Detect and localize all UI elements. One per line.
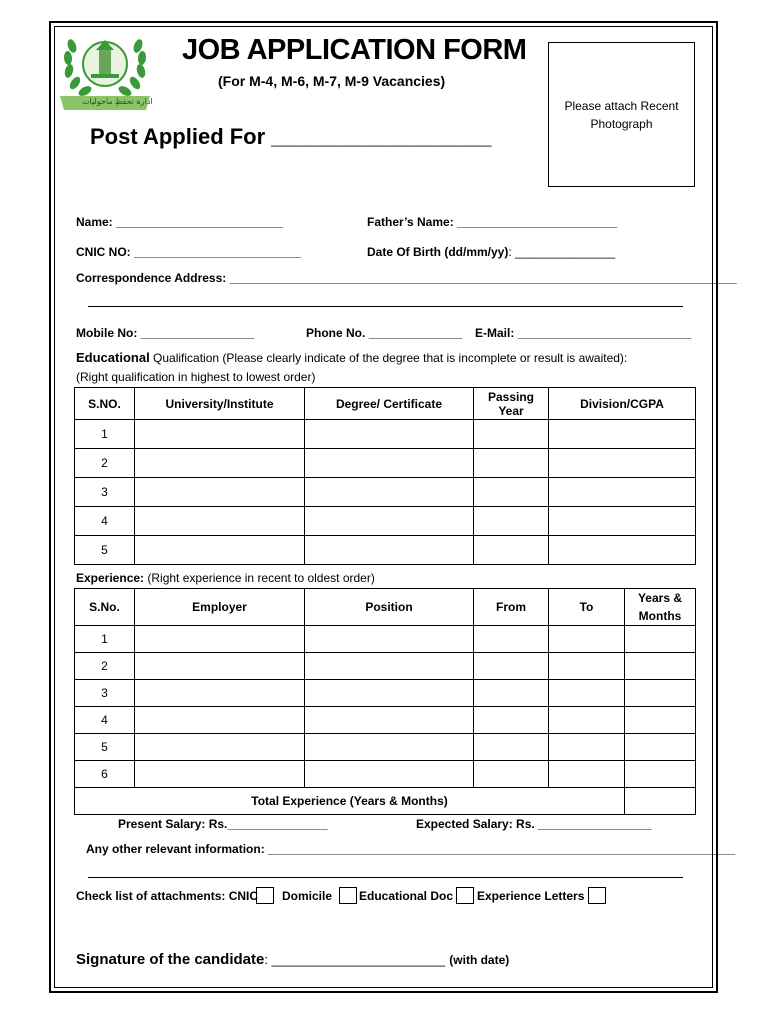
checklist-label: Check list of attachments: CNIC [76, 889, 259, 903]
post-applied-field[interactable]: Post Applied For __________________ [90, 124, 492, 149]
table-cell[interactable] [135, 449, 305, 478]
table-cell[interactable] [135, 680, 305, 707]
table-cell[interactable] [474, 420, 549, 449]
table-cell[interactable] [474, 653, 549, 680]
table-cell[interactable] [135, 707, 305, 734]
table-cell[interactable] [135, 626, 305, 653]
educational-doc-label: Educational Doc [359, 889, 454, 903]
table-cell[interactable] [135, 653, 305, 680]
exp-col-position: Position [305, 589, 474, 626]
table-row [75, 734, 696, 761]
dob-blank: : _______________ [508, 245, 616, 259]
table-cell[interactable] [135, 761, 305, 788]
row-number: 2 [75, 449, 135, 478]
signature-line: : ________________________ [264, 952, 446, 967]
table-row [75, 536, 696, 565]
total-experience-cell[interactable] [625, 788, 696, 815]
table-cell[interactable] [305, 734, 474, 761]
photo-box[interactable] [548, 42, 695, 187]
table-cell[interactable] [135, 478, 305, 507]
experience-heading-bold: Experience: [76, 571, 145, 585]
photo-instruction: Please attach Recent Photograph [564, 99, 679, 131]
name-field[interactable]: Name: _________________________ [76, 215, 283, 229]
signature-date-note: (with date) [449, 953, 510, 967]
table-cell[interactable] [625, 761, 696, 788]
edu-col-division: Division/CGPA [549, 388, 696, 420]
education-heading [76, 350, 627, 365]
total-experience-label: Total Experience (Years & Months) [75, 788, 625, 815]
experience-heading [76, 571, 375, 585]
total-experience-row [75, 788, 696, 815]
signature-label: Signature of the candidate [76, 951, 265, 968]
table-cell[interactable] [625, 734, 696, 761]
table-cell[interactable] [474, 626, 549, 653]
table-cell[interactable] [549, 536, 696, 565]
form-subtitle: (For M-4, M-6, M-7, M-9 Vacancies) [218, 73, 446, 89]
dob-label: Date Of Birth (dd/mm/yy) [367, 245, 509, 259]
row-number: 3 [75, 680, 135, 707]
expected-salary-field[interactable]: Expected Salary: Rs. _________________ [416, 817, 652, 831]
educational-doc-checkbox[interactable] [456, 887, 474, 904]
education-note: (Right qualification in highest to lowest order) [76, 370, 316, 384]
signature-field[interactable] [76, 951, 509, 968]
address-line-2[interactable] [88, 306, 683, 307]
table-cell[interactable] [305, 707, 474, 734]
table-cell[interactable] [474, 680, 549, 707]
table-cell[interactable] [549, 420, 696, 449]
table-row [75, 707, 696, 734]
other-info-line-2[interactable] [88, 877, 683, 878]
row-number: 5 [75, 734, 135, 761]
table-cell[interactable] [135, 536, 305, 565]
exp-col-from: From [474, 589, 549, 626]
table-cell[interactable] [549, 761, 625, 788]
address-field[interactable]: Correspondence Address: ____________________________________________________________________________ [76, 271, 737, 285]
table-cell[interactable] [474, 478, 549, 507]
exp-col-employer: Employer [135, 589, 305, 626]
exp-col-years-months: Years & Months [625, 589, 696, 626]
table-cell[interactable] [474, 449, 549, 478]
row-number: 5 [75, 536, 135, 565]
phone-field[interactable]: Phone No. ______________ [306, 326, 463, 340]
table-row [75, 478, 696, 507]
dob-field[interactable] [367, 245, 615, 259]
table-row [75, 420, 696, 449]
table-row [75, 653, 696, 680]
education-header-row [75, 388, 696, 420]
table-cell[interactable] [305, 478, 474, 507]
experience-letters-checkbox[interactable] [588, 887, 606, 904]
table-cell[interactable] [625, 626, 696, 653]
edu-col-degree: Degree/ Certificate [305, 388, 474, 420]
table-cell[interactable] [549, 626, 625, 653]
education-table [74, 387, 696, 565]
table-cell[interactable] [549, 507, 696, 536]
table-cell[interactable] [135, 734, 305, 761]
table-cell[interactable] [549, 707, 625, 734]
table-cell[interactable] [625, 653, 696, 680]
row-number: 1 [75, 420, 135, 449]
father-name-field[interactable]: Father’s Name: ________________________ [367, 215, 618, 229]
table-cell[interactable] [305, 761, 474, 788]
row-number: 1 [75, 626, 135, 653]
email-field[interactable]: E-Mail: __________________________ [475, 326, 692, 340]
education-heading-rest: Qualification (Please clearly indicate of the degree that is incomplete or result is awaited): [149, 351, 628, 365]
cnic-field[interactable]: CNIC NO: _________________________ [76, 245, 301, 259]
table-cell[interactable] [549, 478, 696, 507]
experience-table [74, 588, 696, 815]
table-cell[interactable] [549, 734, 625, 761]
exp-col-sno: S.No. [75, 589, 135, 626]
exp-col-to: To [549, 589, 625, 626]
table-cell[interactable] [305, 680, 474, 707]
table-row [75, 507, 696, 536]
table-cell[interactable] [474, 734, 549, 761]
table-cell[interactable] [625, 707, 696, 734]
experience-letters-label: Experience Letters [477, 889, 585, 903]
table-cell[interactable] [549, 680, 625, 707]
edu-col-university: University/Institute [135, 388, 305, 420]
table-cell[interactable] [474, 761, 549, 788]
table-cell[interactable] [305, 653, 474, 680]
experience-header-row [75, 589, 696, 626]
form-title: JOB APPLICATION FORM [182, 34, 527, 66]
table-cell[interactable] [135, 420, 305, 449]
table-cell[interactable] [474, 536, 549, 565]
table-cell[interactable] [474, 707, 549, 734]
table-cell[interactable] [135, 507, 305, 536]
cnic-checkbox[interactable] [256, 887, 274, 904]
table-cell[interactable] [474, 507, 549, 536]
table-row [75, 761, 696, 788]
row-number: 3 [75, 478, 135, 507]
row-number: 6 [75, 761, 135, 788]
table-cell[interactable] [549, 449, 696, 478]
mobile-field[interactable]: Mobile No: _________________ [76, 326, 255, 340]
row-number: 4 [75, 507, 135, 536]
row-number: 4 [75, 707, 135, 734]
table-cell[interactable] [305, 420, 474, 449]
table-row [75, 626, 696, 653]
edu-col-sno: S.NO. [75, 388, 135, 420]
domicile-label: Domicile [282, 889, 333, 903]
table-cell[interactable] [305, 536, 474, 565]
domicile-checkbox[interactable] [339, 887, 357, 904]
table-row [75, 680, 696, 707]
other-info-field[interactable]: Any other relevant information: ______________________________________________________________________ [86, 842, 736, 856]
experience-heading-rest: (Right experience in recent to oldest order) [144, 571, 375, 585]
present-salary-field[interactable]: Present Salary: Rs._______________ [118, 817, 328, 831]
table-cell[interactable] [305, 449, 474, 478]
table-cell[interactable] [549, 653, 625, 680]
education-heading-bold: Educational [76, 350, 150, 365]
logo-caption: ادارہ تحفظِ ماحولیات [82, 97, 153, 106]
row-number: 2 [75, 653, 135, 680]
table-cell[interactable] [625, 680, 696, 707]
table-cell[interactable] [305, 626, 474, 653]
table-cell[interactable] [305, 507, 474, 536]
edu-col-passing-year: Passing Year [474, 388, 549, 420]
table-row [75, 449, 696, 478]
